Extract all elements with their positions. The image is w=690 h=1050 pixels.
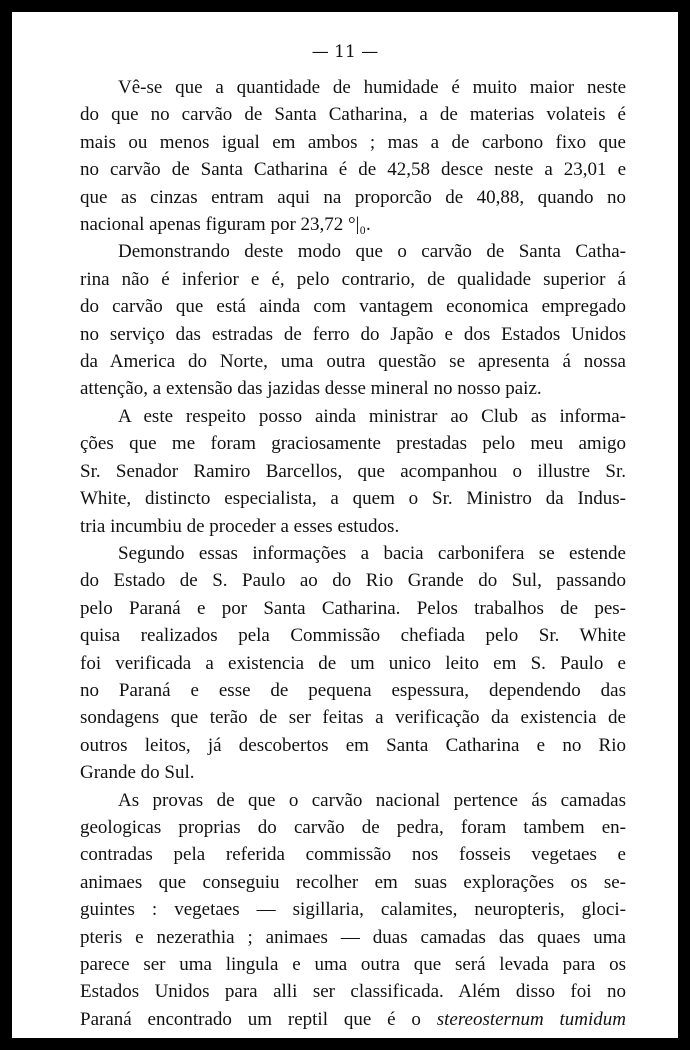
text-line: As provas de que o carvão nacional pertence ás camadas [118,789,626,811]
paragraph [80,74,626,238]
text-line: que as cinzas entram aqui na proporcão de 40,88, quando no [80,186,626,208]
text-line: Sr. Senador Ramiro Barcellos, que acompanhou o illustre Sr. [80,460,626,482]
paragraph [80,787,626,1034]
text-line: no carvão de Santa Catharina é de 42,58 desce neste a 23,01 e [80,159,626,181]
text-line: parece ser uma lingula e uma outra que será levada para os [80,954,626,975]
text-line [80,1006,626,1033]
text-line: da America do Norte, uma outra questão se apresenta á nossa [80,351,626,373]
text-line: do que no carvão de Santa Catharina, a de materias volateis é [80,104,626,126]
text-line: attenção, a extensão das jazidas desse mineral no nosso paiz. [80,378,542,400]
page-number: — 11 — [311,42,379,62]
text-line: White, distincto especialista, a quem o Sr. Ministro da Indus- [80,488,626,510]
book-page [12,12,678,1038]
paragraph [80,403,626,540]
text-line: Vê-se que a quantidade de humidade é muito maior neste [118,77,626,98]
text-line: pteris e nezerathia ; animaes — duas camadas das quaes uma [80,926,626,948]
text-line: no Paraná e esse de pequena espessura, dependendo das [80,679,626,701]
text-line: mais ou menos igual em ambos ; mas a de carbono fixo que [80,131,626,153]
text-line: do Estado de S. Paulo ao do Rio Grande do Sul, passando [80,570,626,592]
text-line: no serviço das estradas de ferro do Japão e dos Estados Unidos [80,323,626,345]
text-line: quisa realizados pela Commissão chefiada pelo Sr. White [80,625,626,647]
line-prefix: Paraná encontrado um reptil que é o [80,1008,437,1030]
text-line: pelo Paraná e por Santa Catharina. Pelos trabalhos de pes- [80,597,626,619]
paragraph [80,238,626,402]
text-line: animaes que conseguiu recolher em suas explorações os se- [80,871,626,893]
text-line: tria incumbiu de proceder a esses estudos. [80,515,400,537]
text-line: outros leitos, já descobertos em Santa Catharina e no Rio [80,734,626,756]
body-text [80,74,626,1033]
text-line: Grande do Sul. [80,762,195,784]
text-line: contradas pela referida commissão nos fosseis vegetaes e [80,844,626,866]
text-line: nacional apenas figuram por 23,72 °|₀. [80,214,371,236]
paragraph [80,540,626,787]
species-name: stereosternum tumidum [436,1008,627,1030]
text-line: A este respeito posso ainda ministrar ao Club as informa- [118,405,626,427]
text-line: geologicas proprias do carvão de pedra, foram tambem en- [80,816,626,838]
text-line: guintes : vegetaes — sigillaria, calamites, neuropteris, gloci- [80,899,626,921]
text-line: Segundo essas informações a bacia carbonifera se estende [118,542,626,564]
text-line: rina não é inferior e é, pelo contrario, de qualidade superior á [80,268,626,290]
text-line: do carvão que está ainda com vantagem economica empregado [80,296,626,318]
text-line: Demonstrando deste modo que o carvão de Santa Catha- [118,241,626,263]
text-line: Estados Unidos para alli ser classificada. Além disso foi no [80,981,626,1003]
text-line: ções que me foram graciosamente prestadas pelo meu amigo [80,433,626,455]
text-line: foi verificada a existencia de um unico leito em S. Paulo e [80,652,626,674]
text-line: sondagens que terão de ser feitas a verificação da existencia de [80,707,626,729]
